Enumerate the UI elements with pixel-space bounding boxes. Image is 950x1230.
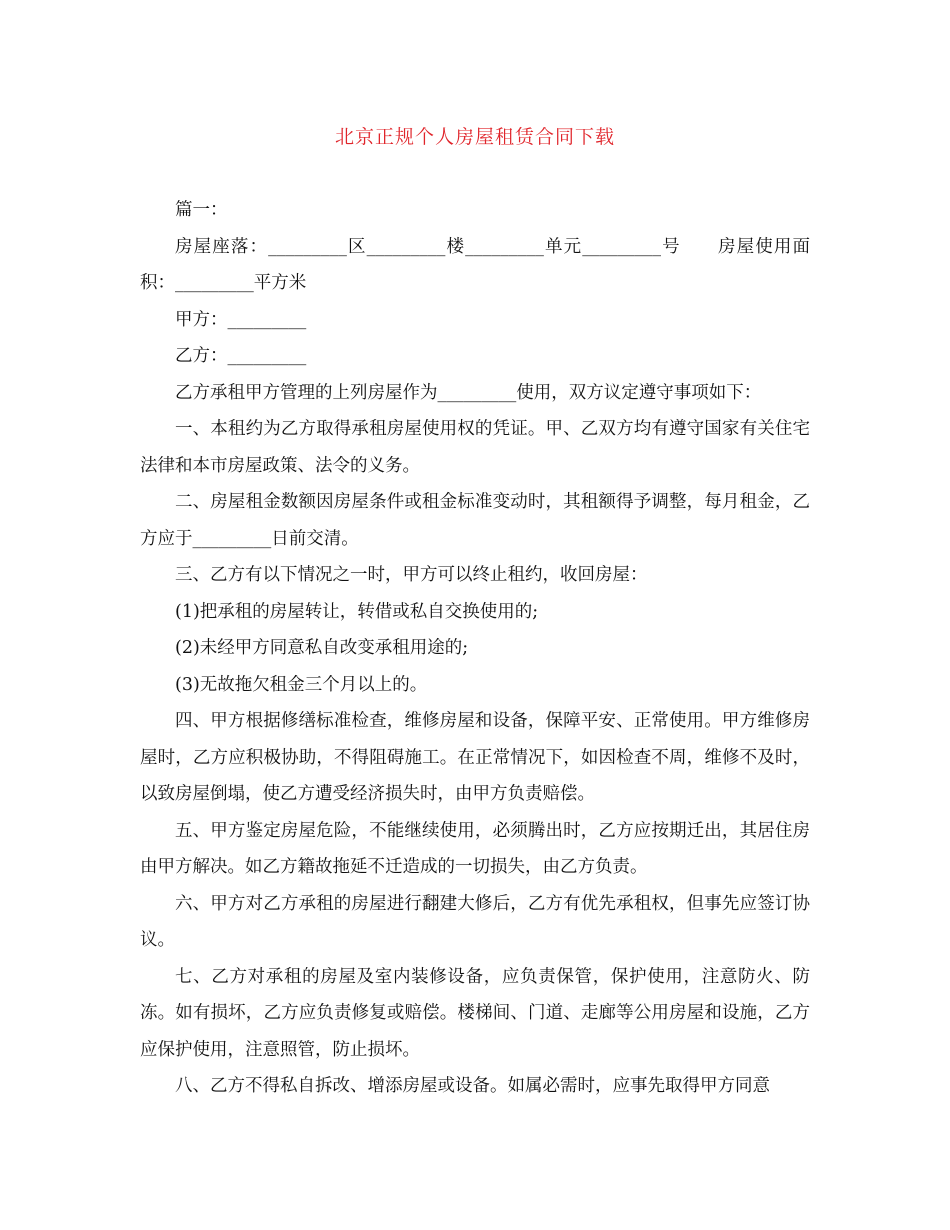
paragraph-clause-2: 二、房屋租金数额因房屋条件或租金标准变动时，其租额得予调整，每月租金，乙方应于_________日前交清。 (140, 492, 810, 549)
paragraph-clause-4: 四、甲方根据修缮标准检查，维修房屋和设备，保障平安、正常使用。甲方维修房屋时，乙方应积极协助，不得阻碍施工。在正常情况下，如因检查不周，维修不及时，以致房屋倒塌，使乙方遭受经济损失时，由甲方负责赔偿。 (140, 711, 810, 804)
document-body (140, 192, 810, 1105)
paragraph-clause-7: 七、乙方对承租的房屋及室内装修设备，应负责保管，保护使用，注意防火、防冻。如有损坏，乙方应负责修复或赔偿。楼梯间、门道、走廊等公用房屋和设施，乙方应保护使用，注意照管，防止损坏。 (140, 966, 810, 1060)
paragraph-clause-3: 三、乙方有以下情况之一时，甲方可以终止租约，收回房屋： (175, 565, 648, 585)
paragraph-party-a: 甲方：_________ (175, 309, 307, 330)
paragraph-clause-5: 五、甲方鉴定房屋危险，不能继续使用，必须腾出时，乙方应按期迁出，其居住房由甲方解决。如乙方籍故拖延不迁造成的一切损失，由乙方负责。 (140, 820, 810, 877)
paragraph-clause-3-item-3: (3)无故拖欠租金三个月以上的。 (175, 674, 428, 695)
paragraph-clause-6: 六、甲方对乙方承租的房屋进行翻建大修后，乙方有优先承租权，但事先应签订协议。 (140, 893, 810, 950)
paragraph-clause-1: 一、本租约为乙方取得承租房屋使用权的凭证。甲、乙双方均有遵守国家有关住宅法律和本市房屋政策、法令的义务。 (140, 419, 810, 476)
document-title: 北京正规个人房屋租赁合同下载 (334, 126, 615, 148)
paragraph-property-location: 房屋座落：_________区_________楼_________单元_________号 房屋使用面积：_________平方米 (140, 236, 810, 293)
paragraph-clause-3-item-2: (2)未经甲方同意私自改变承租用途的; (175, 638, 469, 658)
paragraph-usage: 乙方承租甲方管理的上列房屋作为_________使用，双方议定遵守事项如下： (175, 382, 762, 403)
paragraph-section-label: 篇一： (175, 200, 228, 220)
paragraph-party-b: 乙方：_________ (175, 346, 307, 366)
paragraph-clause-3-item-1: (1)把承租的房屋转让，转借或私自交换使用的; (175, 601, 539, 622)
paragraph-clause-8: 八、乙方不得私自拆改、增添房屋或设备。如属必需时，应事先取得甲方同意 (175, 1076, 770, 1096)
